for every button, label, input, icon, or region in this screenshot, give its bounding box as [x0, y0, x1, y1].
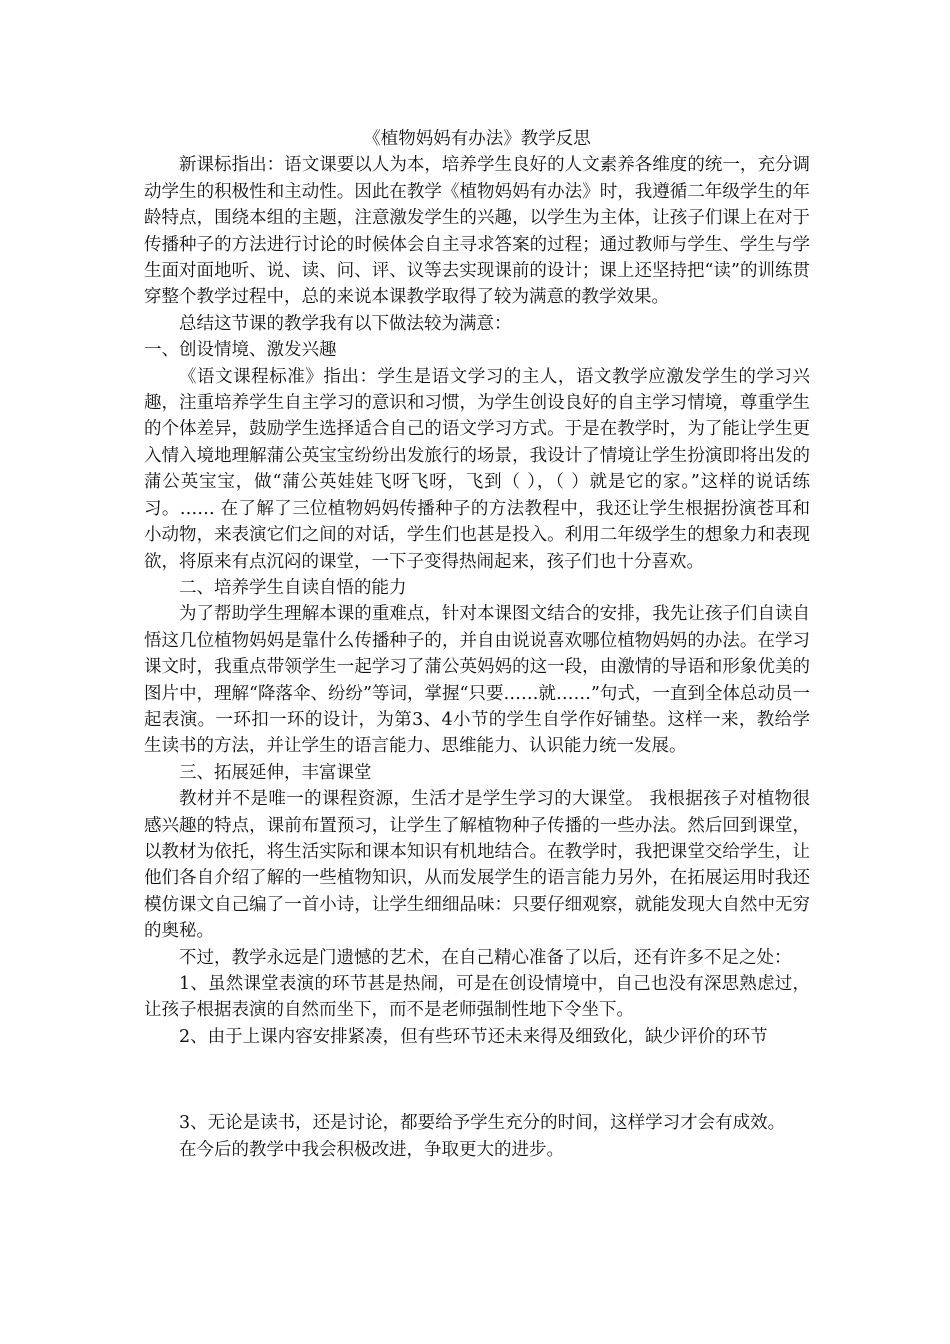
paragraph-section-1: 《语文课程标准》指出：学生是语文学习的主人，语文教学应激发学生的学习兴趣，注重培养学生自主学习的意识和习惯，为学生创设良好的自主学习情境，尊重学生的个体差异，鼓励学生选择适合自己的语文学习方式。于是在教学时，为了能让学生更入情入境地理解蒲公英宝宝纷纷出发旅行的场景，我设计了情境让学生扮演即将出发的蒲公英宝宝，做“蒲公英娃娃飞呀飞呀，飞到（ ），（ ）就是它的家。”这样的说话练习。…… 在了解了三位植物妈妈传播种子的方法教程中，我还让学生根据扮演苍耳和小动物，来表演它们之间的对话，学生们也甚是投入。利用二年级学生的想象力和表现欲，将原来有点沉闷的课堂，一下子变得热闹起来，孩子们也十分喜欢。: [144, 366, 810, 572]
shortcoming-item-1: 1、虽然课堂表演的环节甚是热闹，可是在创设情境中，自己也没有深思熟虑过，让孩子根据表演的自然而坐下，而不是老师强制性地下令坐下。: [144, 974, 810, 1021]
section-heading-1: 一、创设情境、激发兴趣: [144, 340, 337, 361]
shortcoming-item-3: 3、无论是读书，还是讨论，都要给予学生充分的时间，这样学习才会有成效。: [179, 1113, 786, 1134]
paragraph-intro: 新课标指出：语文课要以人为本，培养学生良好的人文素养各维度的统一，充分调动学生的积极性和主动性。因此在教学《植物妈妈有办法》时，我遵循二年级学生的年龄特点，围绕本组的主题，注意激发学生的兴趣，以学生为主体，让孩子们课上在对于传播种子的方法进行讨论的时候体会自主寻求答案的过程；通过教师与学生、学生与学生面对面地听、说、读、问、评、议等去实现课前的设计；课上还坚持把“读”的训练贯穿整个教学过程中，总的来说本课教学取得了较为满意的教学效果。: [144, 155, 810, 308]
paragraph-section-2: 为了帮助学生理解本课的重难点，针对本课图文结合的安排，我先让孩子们自读自悟这几位植物妈妈是靠什么传播种子的，并自由说说喜欢哪位植物妈妈的办法。在学习课文时，我重点带领学生一起学习了蒲公英妈妈的这一段，由激情的导语和形象优美的图片中，理解“降落伞、纷纷”等词，掌握“只要……就……”句式，一直到全体总动员一起表演。一环扣一环的设计，为第3、4小节的学生自学作好铺垫。这样一来，教给学生读书的方法，并让学生的语言能力、思维能力、认识能力统一发展。: [144, 604, 810, 757]
blank-gap: [144, 1050, 810, 1110]
document-title: 《植物妈妈有办法》教学反思: [363, 129, 591, 149]
paragraph-closing: 在今后的教学中我会积极改进，争取更大的进步。: [179, 1139, 564, 1160]
section-heading-2: 二、培养学生自读自悟的能力: [179, 577, 407, 598]
section-heading-3: 三、拓展延伸，丰富课堂: [179, 762, 372, 783]
paragraph-shortcomings-lead: 不过，教学永远是门遗憾的艺术，在自己精心准备了以后，还有许多不足之处：: [179, 947, 792, 968]
paragraph-section-3: 教材并不是唯一的课程资源，生活才是学生学习的大课堂。 我根据孩子对植物很感兴趣的特点，课前布置预习，让学生了解植物种子传播的一些办法。然后回到课堂，以教材为依托，将生活实际和课本知识有机地结合。在教学时，我把课堂交给学生，让他们各自介绍了解的一些植物知识，从而发展学生的语言能力另外，在拓展运用时我还模仿课文自己编了一首小诗，让学生细细品味：只要仔细观察，就能发现大自然中无穷的奥秘。: [144, 789, 810, 942]
paragraph-summary-lead: 总结这节课的教学我有以下做法较为满意：: [179, 313, 512, 334]
document-page: [144, 126, 810, 1163]
shortcoming-item-2: 2、由于上课内容安排紧凑，但有些环节还未来得及细致化，缺少评价的环节: [179, 1026, 768, 1047]
